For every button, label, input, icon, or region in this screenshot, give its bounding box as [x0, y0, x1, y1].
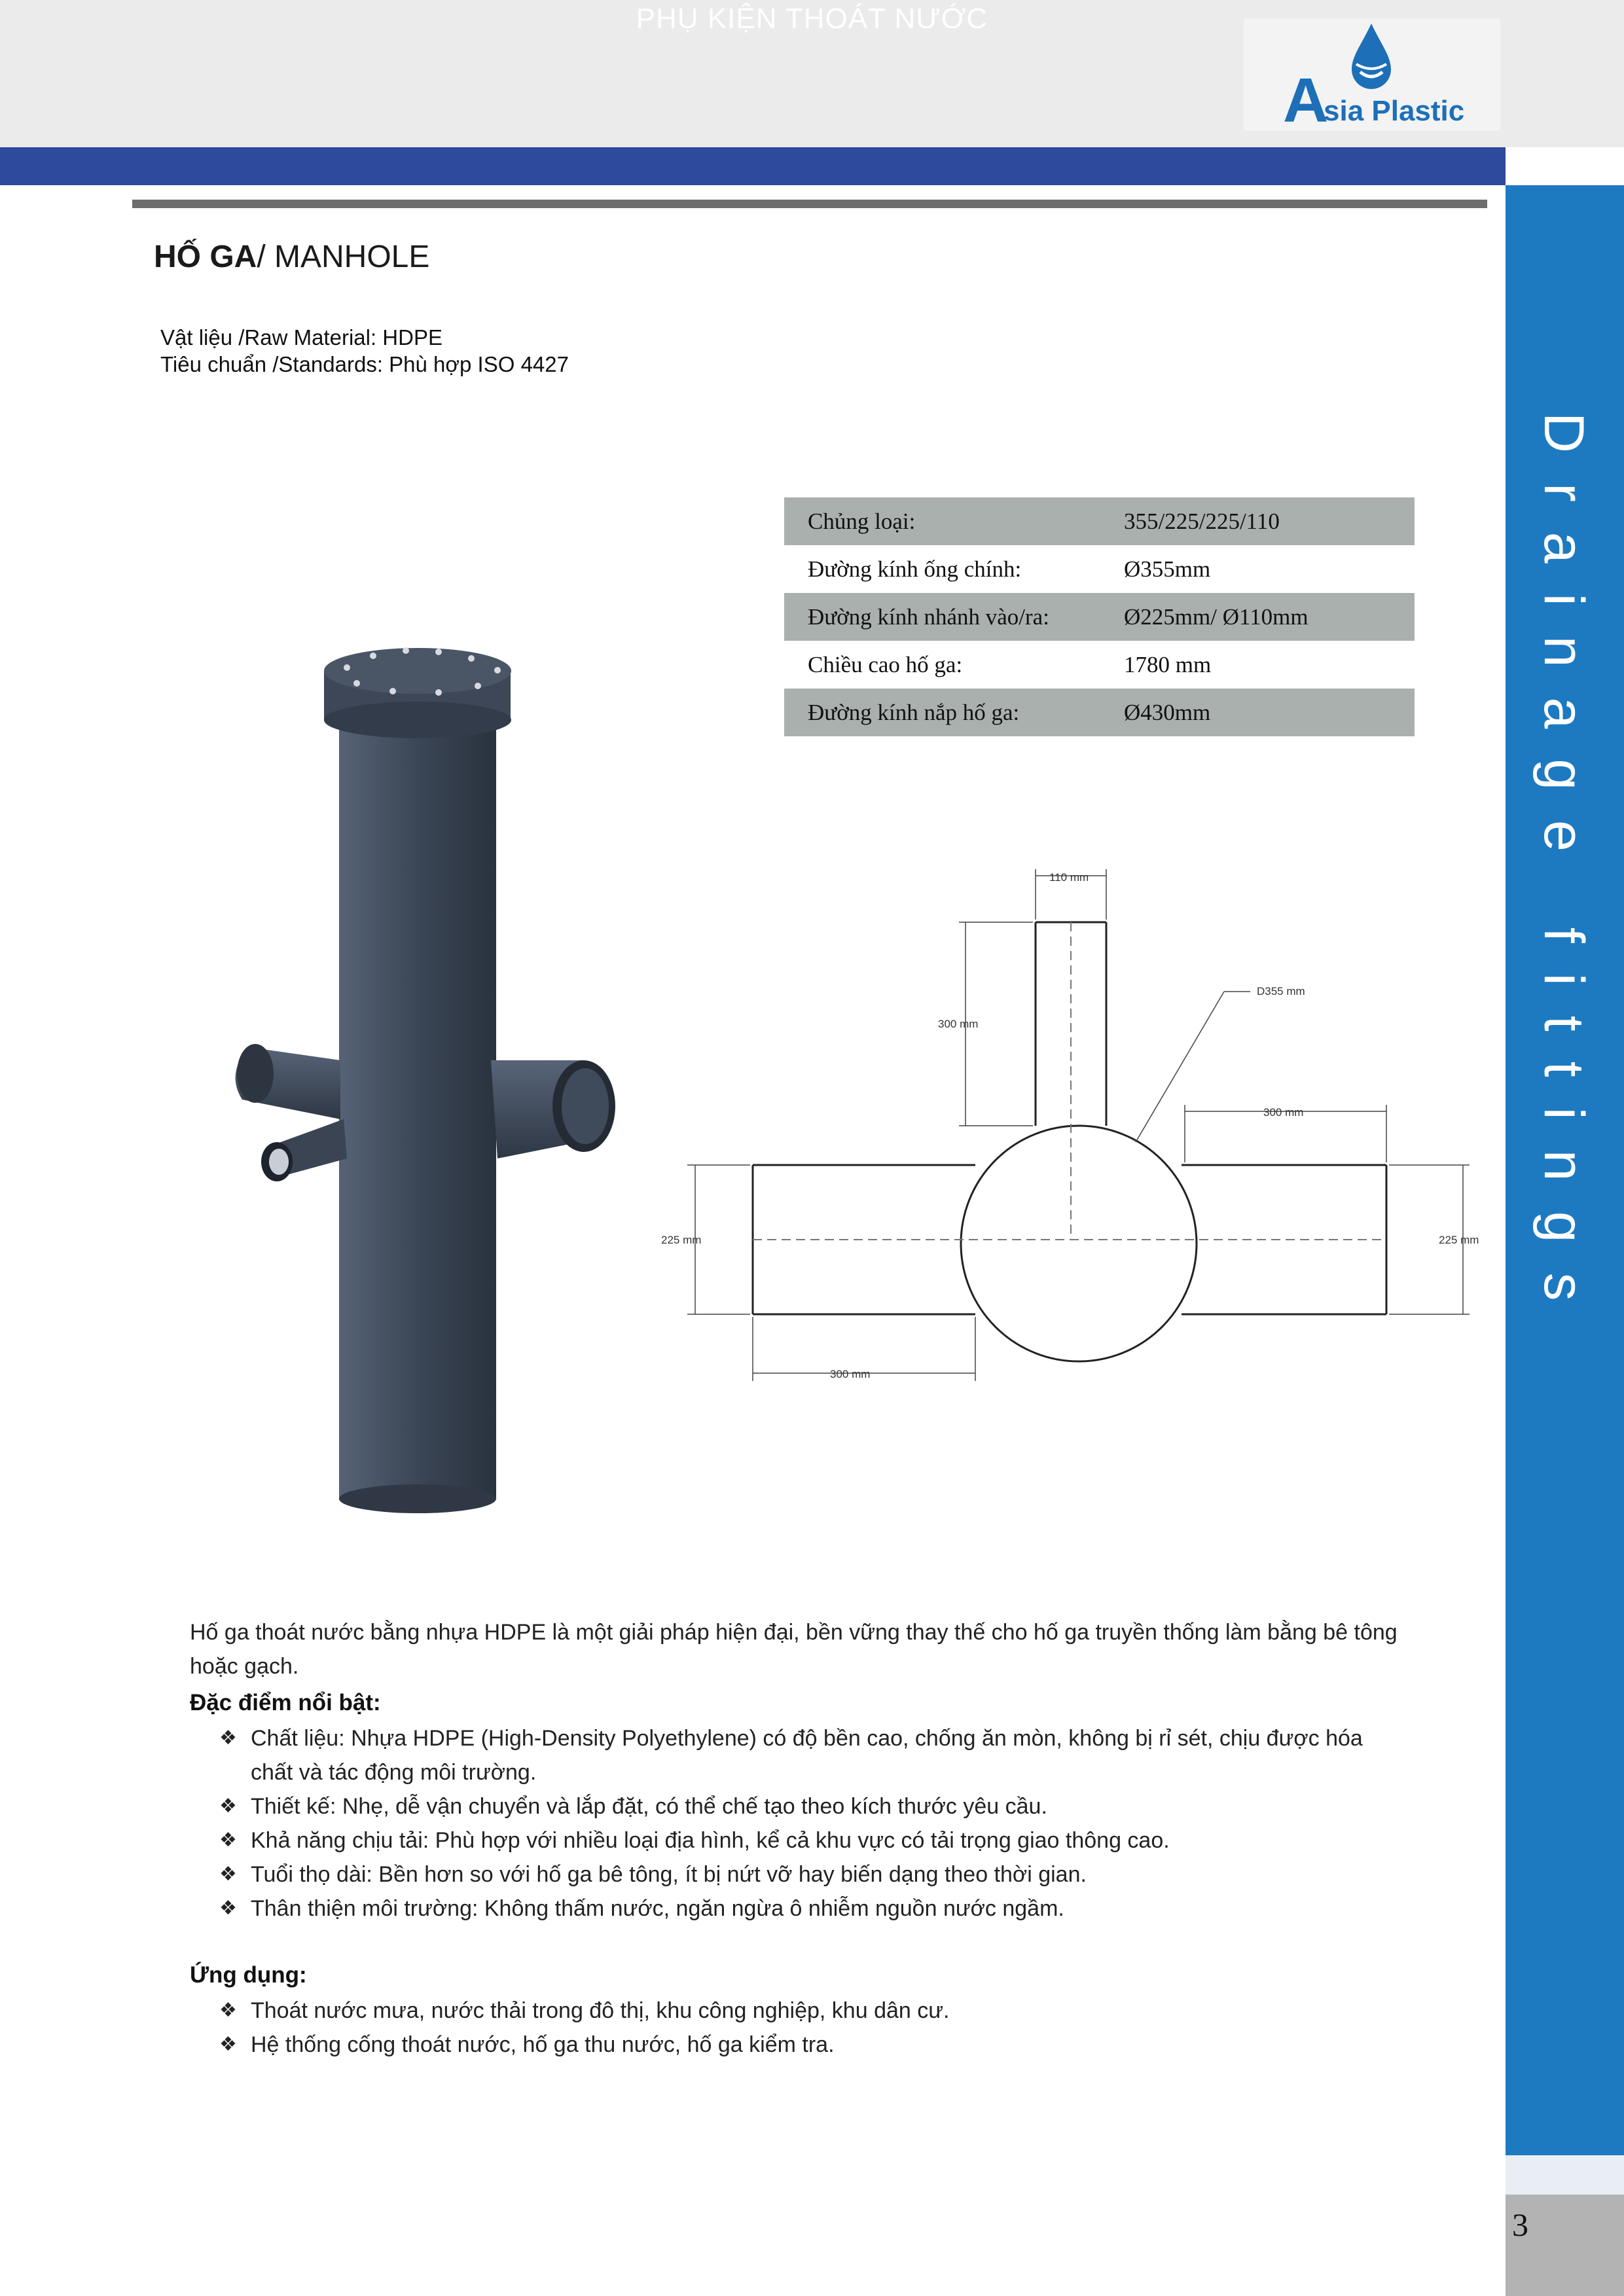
spec-value: Ø430mm — [1124, 689, 1415, 736]
bullet-icon: ❖ — [219, 1863, 237, 1885]
feature-text: Chất liệu: Nhựa HDPE (High-Density Polyethylene) có độ bền cao, chống ăn mòn, không bị rỉ sét, chịu được hóa chất và tác động môi trường. — [251, 1726, 1363, 1785]
product-heading — [154, 239, 429, 275]
divider — [132, 200, 1487, 208]
list-item — [219, 1789, 1411, 1823]
page-title: PHỤ KIỆN THOÁT NƯỚC — [636, 3, 988, 35]
bullet-icon: ❖ — [219, 1795, 237, 1817]
bullet-icon: ❖ — [219, 2000, 237, 2021]
material-line: Vật liệu /Raw Material: HDPE — [160, 325, 442, 350]
list-item — [219, 1721, 1411, 1789]
dim-main-diameter: D355 mm — [1257, 985, 1305, 997]
table-row — [784, 497, 1415, 545]
dim-top-width: 110 mm — [1049, 871, 1089, 884]
product-image — [209, 641, 628, 1535]
standard-line: Tiêu chuẩn /Standards: Phù hợp ISO 4427 — [160, 352, 569, 376]
dim-left-height: 225 mm — [661, 1234, 702, 1246]
dim-bottom-length: 300 mm — [830, 1368, 871, 1380]
application-text: Hệ thống cống thoát nước, hố ga thu nước, hố ga kiểm tra. — [251, 2032, 835, 2057]
list-item — [219, 1823, 1411, 1857]
features-title: Đặc điểm nổi bật: — [190, 1690, 381, 1715]
list-item — [219, 1892, 1411, 1926]
bullet-icon: ❖ — [219, 1897, 237, 1919]
heading-rest: / MANHOLE — [257, 240, 430, 274]
feature-text: Thiết kế: Nhẹ, dễ vận chuyển và lắp đặt, có thể chế tạo theo kích thước yêu cầu. — [251, 1794, 1047, 1819]
spec-value: 355/225/225/110 — [1124, 497, 1415, 545]
technical-drawing — [655, 864, 1506, 1404]
bullet-icon: ❖ — [219, 2034, 237, 2055]
feature-text: Thân thiện môi trường: Không thấm nước, ngăn ngừa ô nhiễm nguồn nước ngầm. — [251, 1896, 1064, 1921]
list-item — [219, 1994, 1411, 2028]
table-row — [784, 641, 1415, 689]
table-row — [784, 545, 1415, 593]
application-text: Thoát nước mưa, nước thải trong đô thị, khu công nghiệp, khu dân cư. — [251, 1998, 950, 2023]
dim-right-height: 225 mm — [1439, 1234, 1479, 1246]
logo-text: sia Plastic — [1324, 95, 1465, 127]
list-item — [219, 2028, 1411, 2062]
dim-right-length: 300 mm — [1263, 1106, 1304, 1119]
spec-table — [784, 497, 1415, 736]
applications-title: Ứng dụng: — [190, 1962, 307, 1988]
spec-label: Đường kính nhánh vào/ra: — [784, 593, 1124, 641]
bullet-icon: ❖ — [219, 1727, 237, 1749]
logo-letter: A — [1283, 65, 1329, 131]
spec-label: Đường kính ống chính: — [808, 556, 1022, 582]
table-row — [784, 689, 1415, 736]
spec-value: 1780 mm — [1124, 651, 1212, 677]
feature-text: Khả năng chịu tải: Phù hợp với nhiều loại địa hình, kể cả khu vực có tải trọng giao thông cao. — [251, 1828, 1170, 1853]
sidebar-footer-strip — [1506, 2155, 1624, 2195]
page-number: 3 — [1512, 2206, 1528, 2243]
spec-label: Chiều cao hố ga: — [808, 651, 963, 677]
description-intro: Hố ga thoát nước bằng nhựa HDPE là một giải pháp hiện đại, bền vững thay thế cho hố ga truyền thống làm bằng bê tông hoặc gạch. — [190, 1620, 1398, 1679]
table-row — [784, 593, 1415, 641]
heading-bold: HỐ GA — [154, 240, 257, 274]
feature-text: Tuổi thọ dài: Bền hơn so với hố ga bê tông, ít bị nứt vỡ hay biến dạng theo thời gian. — [251, 1862, 1087, 1887]
list-item — [219, 1857, 1411, 1892]
sidebar-label: Drainage fittings — [1532, 412, 1595, 1331]
title-bar — [0, 147, 1506, 185]
bullet-icon: ❖ — [219, 1829, 237, 1851]
spec-value: Ø355mm — [1124, 556, 1211, 582]
dim-top-height: 300 mm — [938, 1018, 979, 1030]
spec-label: Chủng loại: — [784, 497, 1124, 545]
spec-label: Đường kính nắp hố ga: — [784, 689, 1124, 736]
spec-value: Ø225mm/ Ø110mm — [1124, 593, 1415, 641]
